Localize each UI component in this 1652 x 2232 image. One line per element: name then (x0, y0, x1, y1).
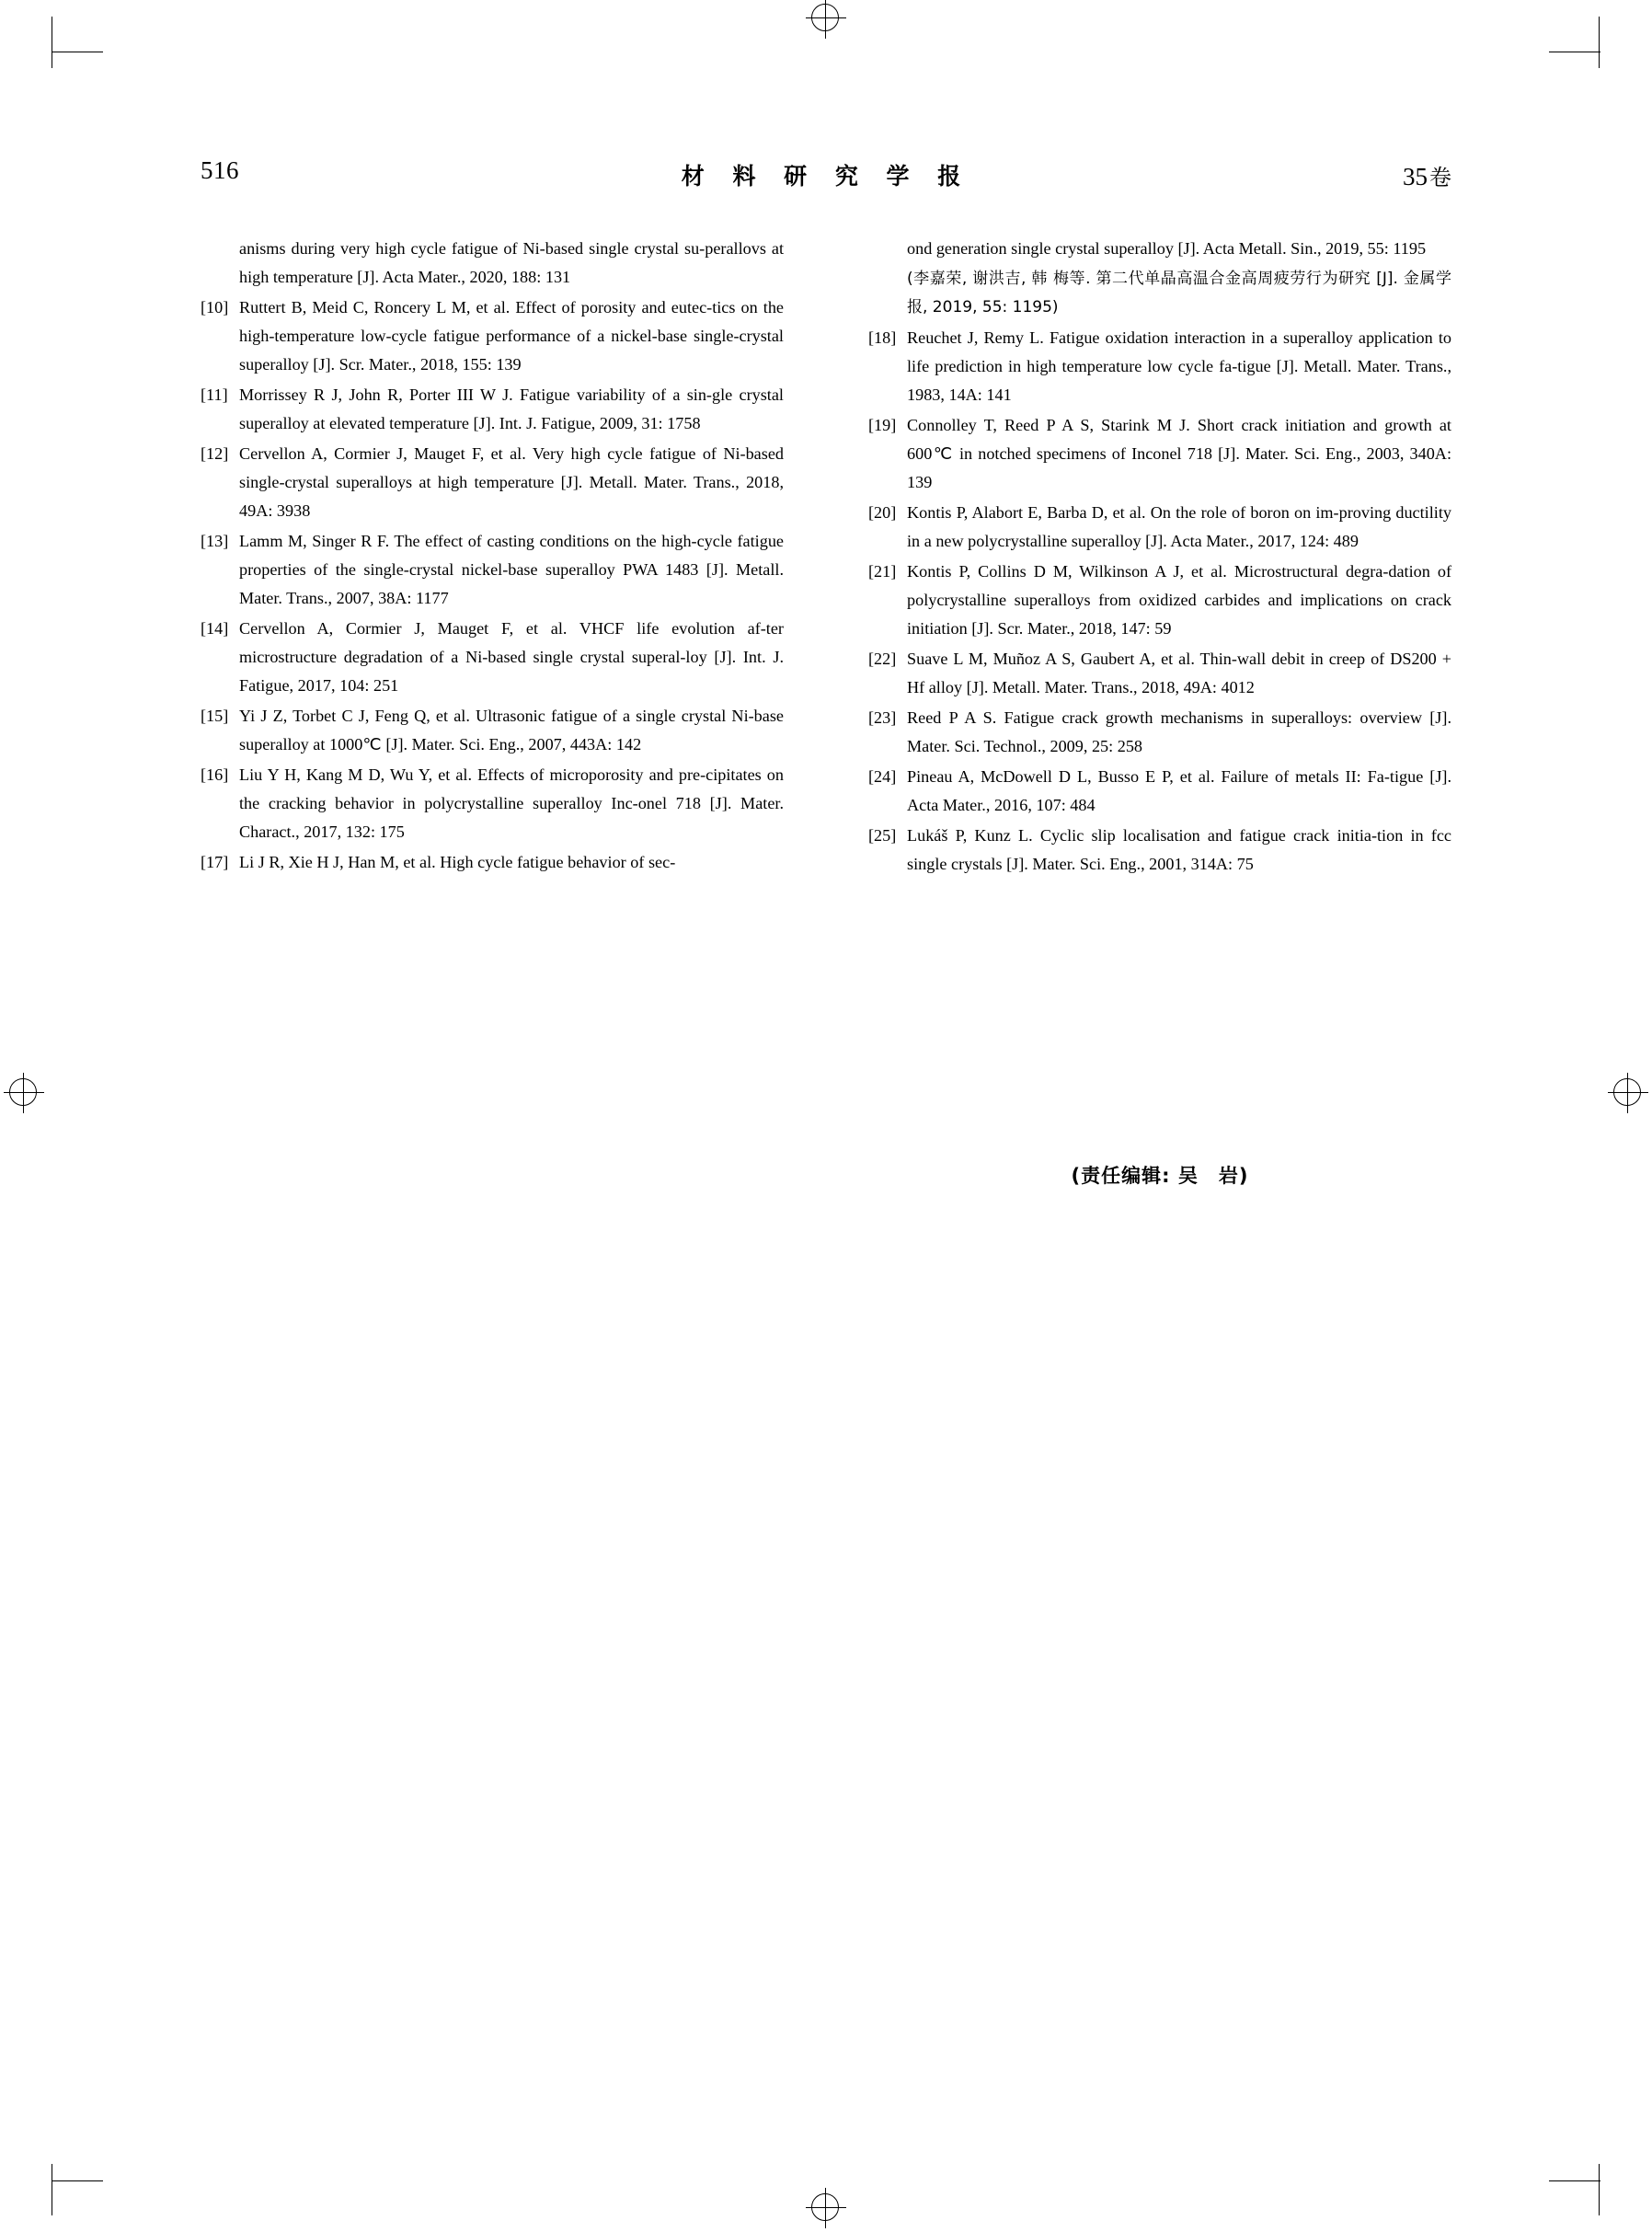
reference-text: Connolley T, Reed P A S, Starink M J. Short crack initiation and growth at 600℃ in notched specimens of Inconel 718 [J]. Mater. Sci. Eng., 2003, 340A: 139 (907, 416, 1451, 491)
reference-number: [18] (868, 328, 897, 347)
reference-number: [16] (201, 765, 229, 784)
reference-text: Pineau A, McDowell D L, Busso E P, et al. Failure of metals II: Fa-tigue [J]. Acta Mater., 2016, 107: 484 (907, 767, 1451, 814)
reference-text: Suave L M, Muñoz A S, Gaubert A, et al. Thin-wall debit in creep of DS200 + Hf alloy [J]. Metall. Mater. Trans., 2018, 49A: 4012 (907, 650, 1451, 696)
volume-label (1403, 159, 1451, 191)
reference-text: Cervellon A, Cormier J, Mauget F, et al. VHCF life evolution af-ter microstructure degradation of a Ni-based single crystal superal-loy [J]. Int. J. Fatigue, 2017, 104: 251 (239, 619, 784, 695)
reference-number: [22] (868, 650, 897, 668)
reference-continuation: anisms during very high cycle fatigue of Ni-based single crystal su-perallovs at high temperature [J]. Acta Mater., 2020, 188: 131 (239, 239, 784, 286)
volume-unit: 卷 (1429, 165, 1451, 190)
reference-item (868, 704, 1451, 761)
registration-mark-left (4, 1073, 44, 1113)
reference-text: Reed P A S. Fatigue crack growth mechanisms in superalloys: overview [J]. Mater. Sci. Technol., 2009, 25: 258 (907, 708, 1451, 755)
reference-text: Kontis P, Alabort E, Barba D, et al. On the role of boron on im-proving ductility in a new polycrystalline superalloy [J]. Acta Mater., 2017, 124: 489 (907, 503, 1451, 550)
reference-text: Cervellon A, Cormier J, Mauget F, et al. Very high cycle fatigue of Ni-based single-crystal superalloys at high temperature [J]. Metall. Mater. Trans., 2018, 49A: 3938 (239, 444, 784, 520)
page-header (201, 156, 1451, 199)
reference-item (868, 499, 1451, 556)
reference-text: Morrissey R J, John R, Porter III W J. Fatigue variability of a sin-gle crystal superalloy at elevated temperature [J]. Int. J. Fatigue, 2009, 31: 1758 (239, 385, 784, 432)
reference-item (201, 527, 784, 613)
reference-number: [20] (868, 503, 897, 522)
registration-mark-top (806, 0, 846, 39)
responsible-editor-note: (责任编辑: 吴 岩) (1071, 1165, 1249, 1187)
reference-item (868, 558, 1451, 643)
journal-title: 材 料 研 究 学 报 (681, 163, 971, 190)
volume-number: 35 (1403, 163, 1428, 190)
reference-number: [24] (868, 767, 897, 786)
reference-item (201, 293, 784, 379)
reference-item (201, 848, 784, 877)
reference-text: Ruttert B, Meid C, Roncery L M, et al. Effect of porosity and eutec-tics on the high-temperature low-cycle fatigue performance of a nickel-base single-crystal superalloy [J]. Scr. Mater., 2018, 155: 139 (239, 298, 784, 374)
reference-continuation-chinese: (李嘉荣, 谢洪吉, 韩 梅等. 第二代单晶高温合金高周疲劳行为研究 [J]. 金属学报, 2019, 55: 1195) (907, 270, 1451, 316)
reference-text: Yi J Z, Torbet C J, Feng Q, et al. Ultrasonic fatigue of a single crystal Ni-base superalloy at 1000℃ [J]. Mater. Sci. Eng., 2007, 443A: 142 (239, 707, 784, 754)
reference-number: [19] (868, 416, 897, 434)
reference-columns (201, 235, 1451, 880)
reference-text: Kontis P, Collins D M, Wilkinson A J, et al. Microstructural degra-dation of polycrystalline superalloys from oxidized carbides and implications on crack initiation [J]. Scr. Mater., 2018, 147: 59 (907, 562, 1451, 638)
reference-text: Liu Y H, Kang M D, Wu Y, et al. Effects of microporosity and pre-cipitates on the cracking behavior in polycrystalline superalloy Inc-onel 718 [J]. Mater. Charact., 2017, 132: 175 (239, 765, 784, 841)
reference-item (201, 761, 784, 846)
reference-item (868, 645, 1451, 702)
reference-item (201, 615, 784, 700)
reference-text: Lamm M, Singer R F. The effect of casting conditions on the high-cycle fatigue properties of the single-crystal nickel-base superalloy PWA 1483 [J]. Metall. Mater. Trans., 2007, 38A: 1177 (239, 532, 784, 607)
reference-number: [25] (868, 826, 897, 845)
reference-continuation: ond generation single crystal superalloy [J]. Acta Metall. Sin., 2019, 55: 1195 (907, 239, 1427, 258)
reference-number: [17] (201, 853, 229, 871)
reference-item (868, 411, 1451, 497)
page-number: 516 (201, 156, 239, 184)
reference-text: Li J R, Xie H J, Han M, et al. High cycle fatigue behavior of sec- (239, 853, 676, 871)
reference-number: [15] (201, 707, 229, 725)
reference-number: [10] (201, 298, 229, 316)
reference-number: [12] (201, 444, 229, 463)
reference-column-right (868, 235, 1451, 880)
reference-item (201, 440, 784, 525)
reference-number: [14] (201, 619, 229, 638)
reference-column-left (201, 235, 784, 880)
reference-item (868, 324, 1451, 409)
registration-mark-bottom (806, 2188, 846, 2228)
reference-item (201, 381, 784, 438)
reference-number: [11] (201, 385, 228, 404)
reference-item (868, 763, 1451, 820)
reference-text: Reuchet J, Remy L. Fatigue oxidation interaction in a superalloy application to life prediction in high temperature low cycle fa-tigue [J]. Metall. Mater. Trans., 1983, 14A: 141 (907, 328, 1451, 404)
reference-item (868, 822, 1451, 879)
reference-number: [21] (868, 562, 897, 581)
reference-item (201, 702, 784, 759)
reference-number: [23] (868, 708, 897, 727)
reference-number: [13] (201, 532, 229, 550)
reference-text: Lukáš P, Kunz L. Cyclic slip localisation and fatigue crack initia-tion in fcc single crystals [J]. Mater. Sci. Eng., 2001, 314A: 75 (907, 826, 1451, 873)
registration-mark-right (1608, 1073, 1648, 1113)
